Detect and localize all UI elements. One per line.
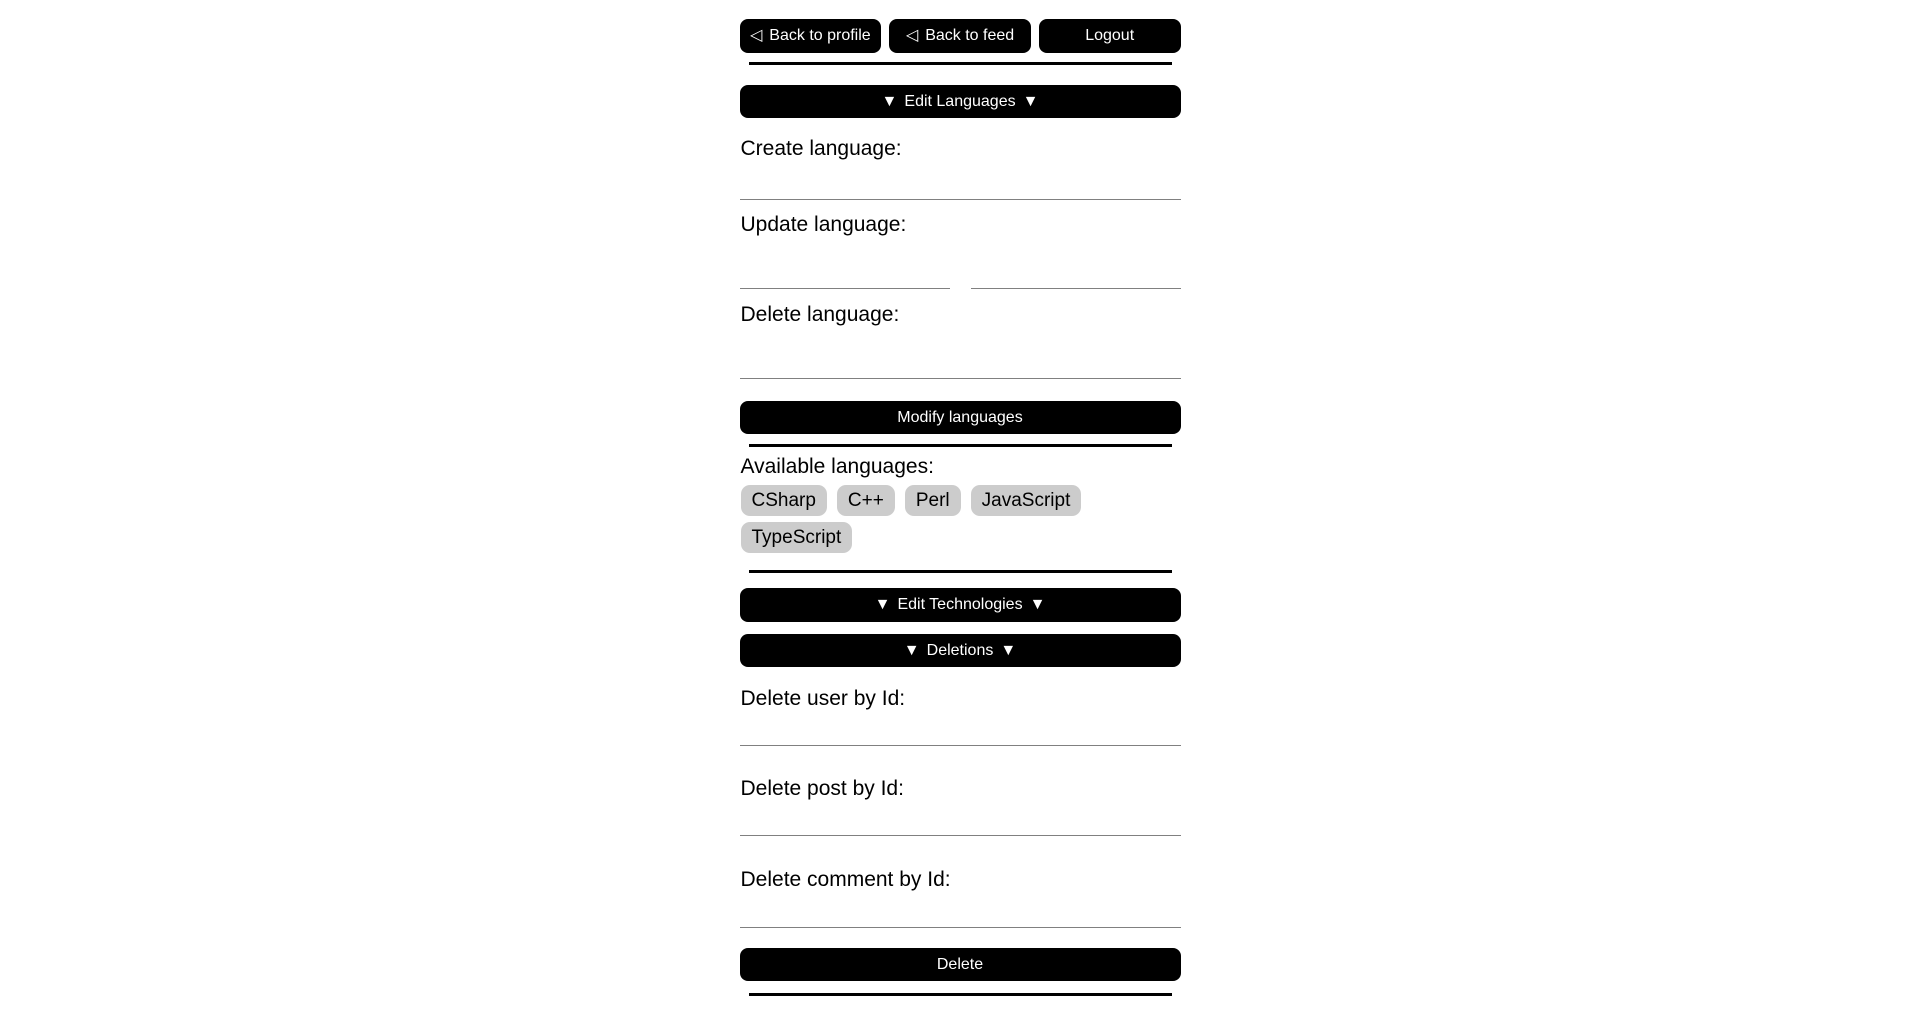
back-arrow-icon: ◁ bbox=[905, 27, 919, 44]
caret-down-icon: ▼ bbox=[1022, 92, 1039, 110]
delete-comment-input[interactable] bbox=[740, 893, 1181, 928]
delete-button-label: Delete bbox=[936, 955, 984, 973]
caret-down-icon: ▼ bbox=[903, 641, 920, 659]
update-language-inputs bbox=[740, 248, 1181, 289]
deletions-toggle[interactable] bbox=[740, 634, 1181, 667]
back-arrow-icon: ◁ bbox=[749, 27, 763, 44]
back-to-feed-button[interactable] bbox=[889, 19, 1031, 53]
language-chip[interactable]: Perl bbox=[905, 485, 961, 516]
caret-down-icon: ▼ bbox=[1029, 596, 1046, 613]
divider bbox=[749, 993, 1172, 996]
divider bbox=[749, 444, 1172, 447]
back-to-profile-label: Back to profile bbox=[769, 27, 871, 44]
modify-languages-button[interactable] bbox=[740, 401, 1181, 434]
edit-technologies-label: Edit Technologies bbox=[897, 596, 1023, 613]
caret-down-icon: ▼ bbox=[874, 596, 891, 613]
language-chip[interactable]: CSharp bbox=[741, 485, 827, 516]
update-language-new-input[interactable] bbox=[971, 248, 1181, 289]
delete-post-label: Delete post by Id: bbox=[740, 777, 904, 800]
delete-language-input[interactable] bbox=[740, 334, 1181, 379]
create-language-label: Create language: bbox=[740, 137, 902, 160]
logout-label: Logout bbox=[1085, 27, 1135, 44]
edit-languages-label: Edit Languages bbox=[904, 92, 1016, 110]
back-to-profile-button[interactable] bbox=[740, 19, 882, 53]
delete-user-label: Delete user by Id: bbox=[740, 687, 906, 710]
modify-languages-label: Modify languages bbox=[897, 408, 1023, 426]
language-chip-list bbox=[740, 485, 1164, 553]
caret-down-icon: ▼ bbox=[1000, 641, 1017, 659]
language-chip[interactable]: C++ bbox=[837, 485, 895, 516]
delete-language-label: Delete language: bbox=[740, 303, 900, 326]
create-language-input[interactable] bbox=[740, 162, 1181, 200]
deletions-label: Deletions bbox=[926, 641, 994, 659]
delete-button[interactable] bbox=[740, 948, 1181, 981]
divider bbox=[749, 62, 1172, 65]
update-language-old-input[interactable] bbox=[740, 248, 950, 289]
language-chip[interactable]: TypeScript bbox=[741, 522, 853, 553]
caret-down-icon: ▼ bbox=[881, 92, 898, 110]
available-languages-label: Available languages: bbox=[740, 455, 934, 478]
admin-panel bbox=[740, 0, 1181, 996]
top-nav bbox=[740, 19, 1181, 53]
delete-comment-label: Delete comment by Id: bbox=[740, 868, 951, 891]
logout-button[interactable] bbox=[1039, 19, 1181, 53]
delete-user-input[interactable] bbox=[740, 711, 1181, 746]
update-language-label: Update language: bbox=[740, 213, 907, 236]
delete-post-input[interactable] bbox=[740, 801, 1181, 836]
divider bbox=[749, 570, 1172, 573]
edit-technologies-toggle[interactable] bbox=[740, 588, 1181, 622]
edit-languages-toggle[interactable] bbox=[740, 85, 1181, 118]
language-chip[interactable]: JavaScript bbox=[971, 485, 1082, 516]
back-to-feed-label: Back to feed bbox=[925, 27, 1015, 44]
